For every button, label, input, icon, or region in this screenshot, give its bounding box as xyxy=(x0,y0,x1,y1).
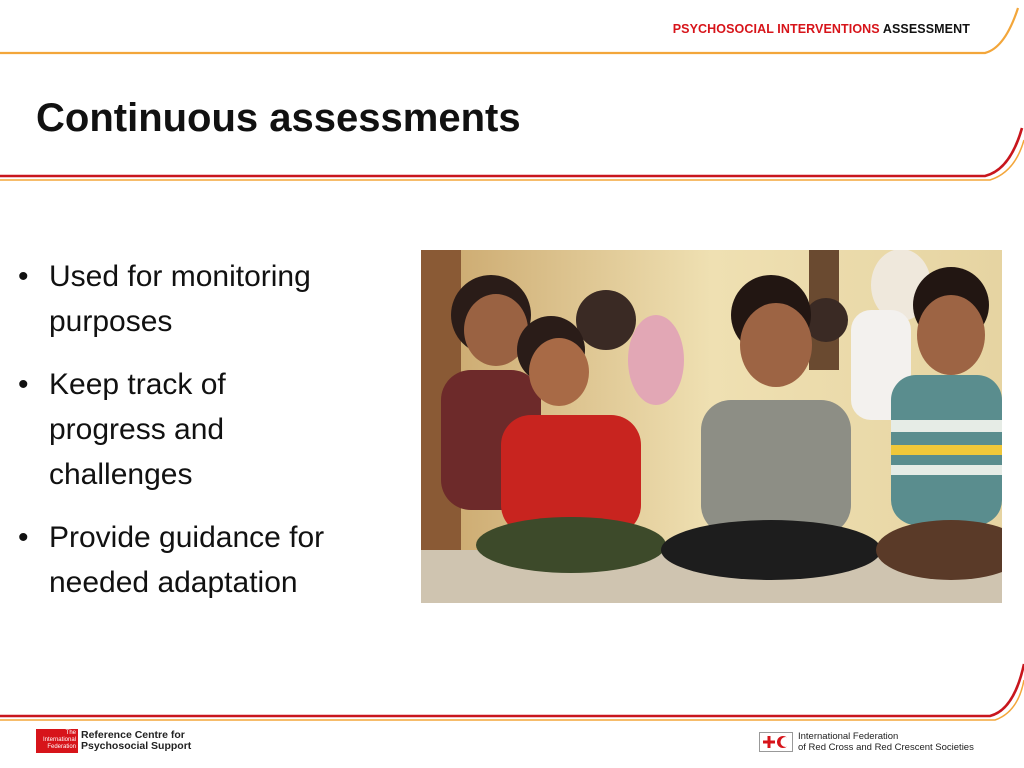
children-photo xyxy=(421,250,1002,603)
bullet-line: Provide guidance for xyxy=(49,521,325,554)
header-tag-red: PSYCHOSOCIAL INTERVENTIONS xyxy=(672,22,880,36)
footer-right-logo xyxy=(759,731,974,753)
bullet-line: Used for monitoring xyxy=(49,260,311,293)
bullet-line: Keep track of xyxy=(49,368,226,401)
red-cross-crescent-icon xyxy=(759,732,793,752)
footer-red-line xyxy=(0,664,1024,716)
bullet-line: purposes xyxy=(49,305,173,338)
footer-right-line2: of Red Cross and Red Crescent Societies xyxy=(798,742,974,753)
photo-illustration xyxy=(421,250,1002,603)
bullet-line: challenges xyxy=(49,458,193,491)
bullet-item xyxy=(18,254,408,344)
bullet-item xyxy=(18,515,408,605)
bullet-line: progress and xyxy=(49,413,225,446)
header-tag-black: ASSESSMENT xyxy=(882,22,970,36)
title-orange-line xyxy=(0,140,1024,180)
slide-title: Continuous assessments xyxy=(36,96,521,140)
section-header xyxy=(673,22,970,36)
bullet-line: needed adaptation xyxy=(49,566,298,599)
footer-left-line1: Reference Centre for xyxy=(81,729,185,741)
bullet-dot: • xyxy=(18,260,29,293)
footer-left-logo xyxy=(36,729,191,753)
bullet-dot: • xyxy=(18,521,29,554)
bullet-list xyxy=(18,254,408,623)
footer-right-line1: International Federation xyxy=(798,731,899,742)
bullet-dot: • xyxy=(18,368,29,401)
footer-orange-line xyxy=(0,680,1024,720)
ifrc-badge: The International Federation xyxy=(36,729,78,753)
bullet-item xyxy=(18,362,408,497)
footer-left-line2: Psychosocial Support xyxy=(81,740,192,752)
